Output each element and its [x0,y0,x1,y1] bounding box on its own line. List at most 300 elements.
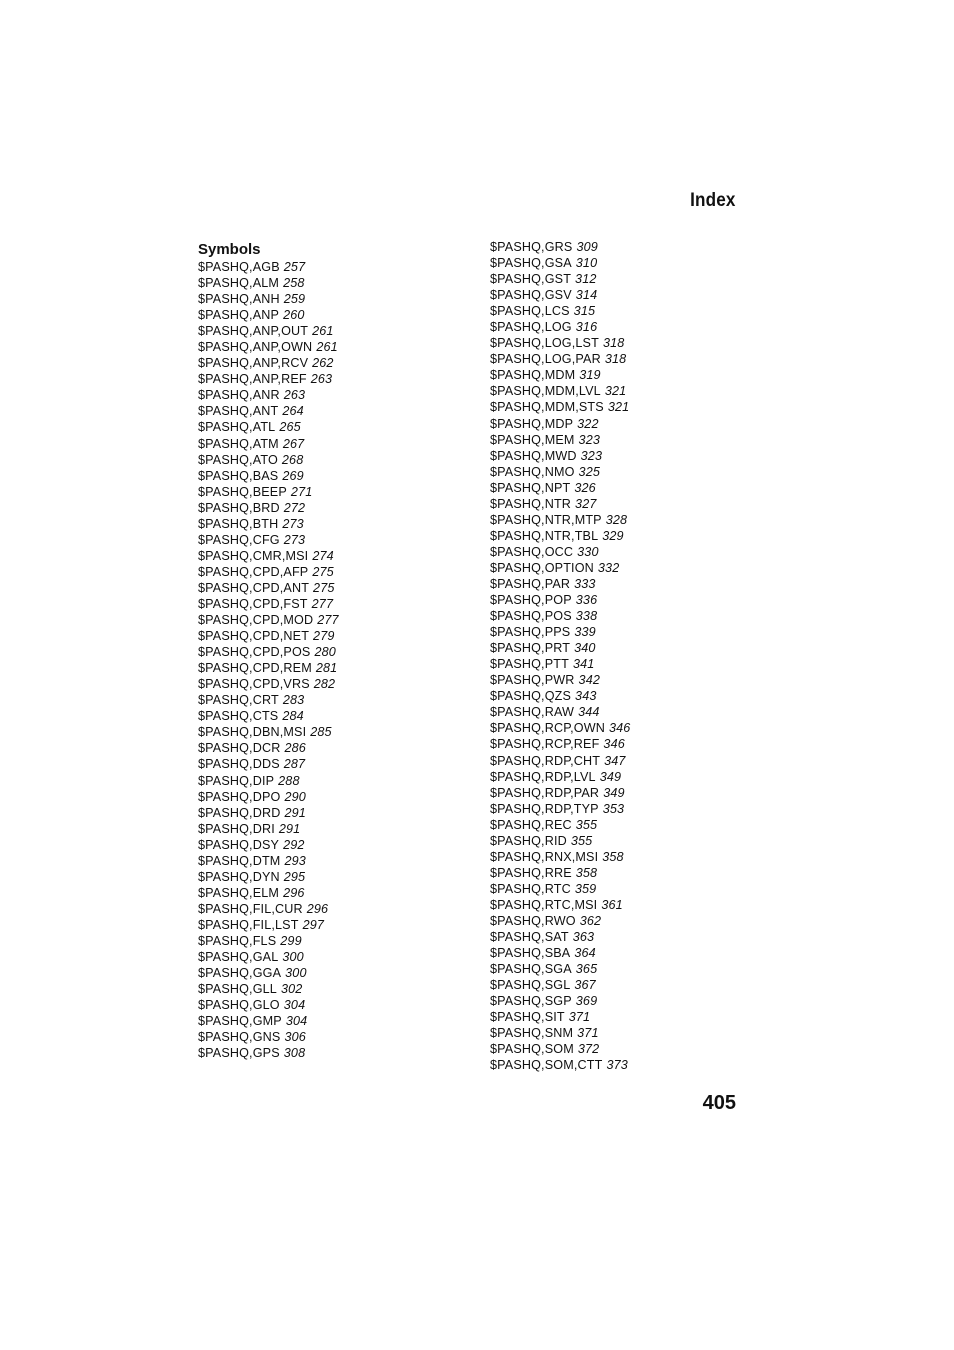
index-entry-term: $PASHQ,ATL [198,420,276,435]
index-entry-term: $PASHQ,GSV [490,288,572,303]
index-entry-page-ref: 327 [575,496,597,511]
index-entry-term: $PASHQ,ANP [198,308,280,323]
index-entry [490,801,630,817]
index-entry-term: $PASHQ,PAR [490,576,571,591]
index-entry-page-ref: 342 [578,673,601,688]
index-entry-page-ref: 336 [575,593,598,608]
index-entry-term: $PASHQ,LCS [490,304,570,319]
index-entry-page-ref: 309 [576,240,598,254]
index-entry-term: $PASHQ,SOM [490,1042,574,1057]
index-entry-term: $PASHQ,SNM [490,1026,574,1041]
index-entry-page-ref: 358 [575,865,598,880]
index-entry [198,1013,339,1029]
index-entry [490,560,630,576]
index-entry-term: $PASHQ,BAS [198,468,279,483]
index-entry-term: $PASHQ,CPD,ANT [198,580,310,595]
index-entry [198,516,339,532]
index-entry-page-ref: 260 [283,308,305,323]
index-entry-page-ref: 323 [580,448,603,463]
index-entry [490,1025,630,1041]
index-entry [198,949,339,965]
index-entry-page-ref: 347 [604,753,626,768]
index-entry-page-ref: 353 [602,801,625,816]
index-entry-page-ref: 355 [575,817,598,832]
index-entry-term: $PASHQ,RCP,OWN [490,721,605,736]
index-entry-page-ref: 274 [312,548,334,563]
index-entry [490,736,630,752]
index-entry [198,452,339,468]
index-entry-term: $PASHQ,MEM [490,432,575,447]
index-entry [198,532,339,548]
index-entry [490,432,630,448]
index-entry [490,688,630,704]
index-entry-term: $PASHQ,RID [490,833,567,848]
index-entry-page-ref: 373 [606,1058,628,1073]
index-entry [490,865,630,881]
index-entry-term: $PASHQ,RDP,CHT [490,753,601,768]
index-entry [490,929,630,945]
index-entry-page-ref: 328 [605,512,628,527]
index-entry-term: $PASHQ,NTR,TBL [490,528,599,543]
index-entry-page-ref: 290 [284,789,306,804]
index-entry [198,355,339,371]
index-entry-term: $PASHQ,DRI [198,821,275,836]
index-entry-term: $PASHQ,ANP,RCV [198,356,309,371]
index-entry-term: $PASHQ,CPD,VRS [198,677,310,692]
index-entry-term: $PASHQ,RDP,LVL [490,769,596,784]
index-entry-page-ref: 346 [609,721,631,736]
index-entry-page-ref: 330 [577,544,599,559]
index-entry-term: $PASHQ,MWD [490,448,577,463]
index-entry-page-ref: 306 [284,1030,306,1045]
index-entry-page-ref: 361 [601,897,623,912]
index-entry-term: $PASHQ,ANH [198,292,280,307]
index-entry-page-ref: 333 [574,576,596,591]
index-entry [198,468,339,484]
index-entry [198,275,339,291]
page-header-title: Index [690,190,736,211]
index-entry [198,724,339,740]
index-entry [198,933,339,949]
index-entry-page-ref: 285 [310,725,332,740]
index-entry-term: $PASHQ,POP [490,593,572,608]
index-entry-page-ref: 344 [578,705,600,720]
index-entry [490,255,630,271]
index-entry [198,339,339,355]
index-entry-term: $PASHQ,GPS [198,1046,280,1061]
index-entry-page-ref: 304 [285,1014,308,1029]
index-entry [490,945,630,961]
index-entry-page-ref: 293 [284,853,306,868]
index-entry [198,403,339,419]
index-entry-term: $PASHQ,SGL [490,978,571,993]
index-entry-term: $PASHQ,CTS [198,709,279,724]
index-entry-page-ref: 273 [283,532,306,547]
index-entry-page-ref: 267 [282,436,305,451]
index-entry-term: $PASHQ,DIP [198,773,275,788]
index-entry-page-ref: 340 [574,641,596,656]
index-entry [198,837,339,853]
index-entry-term: $PASHQ,RDP,PAR [490,785,600,800]
index-entry-term: $PASHQ,MDP [490,416,574,431]
index-entry [490,592,630,608]
index-entry [490,881,630,897]
index-entry-term: $PASHQ,DBN,MSI [198,725,307,740]
index-entry-page-ref: 349 [603,785,625,800]
index-entry-page-ref: 275 [312,564,334,579]
index-entry-page-ref: 280 [314,645,336,660]
index-entry-page-ref: 310 [575,256,598,271]
index-entry [198,628,339,644]
index-entry-term: $PASHQ,NPT [490,480,571,495]
index-entry-term: $PASHQ,LOG,LST [490,336,599,351]
index-entry-term: $PASHQ,ELM [198,885,280,900]
index-entry-term: $PASHQ,CFG [198,532,280,547]
index-entry-page-ref: 367 [574,978,596,993]
index-entry-page-ref: 322 [577,416,599,431]
index-entry [490,704,630,720]
index-entry [198,1029,339,1045]
index-entry-term: $PASHQ,DCR [198,741,281,756]
index-entry-page-ref: 316 [575,320,598,335]
index-entry-term: $PASHQ,SGP [490,994,572,1009]
index-entry-page-ref: 257 [283,260,306,274]
index-entry-term: $PASHQ,CPD,POS [198,645,311,660]
index-entry [198,773,339,789]
index-entry-term: $PASHQ,DPO [198,789,281,804]
index-entry-page-ref: 325 [578,464,601,479]
index-entry-term: $PASHQ,CPD,FST [198,596,308,611]
index-entry [198,484,339,500]
index-entry [490,769,630,785]
index-entry [198,756,339,772]
index-entry-term: $PASHQ,FIL,CUR [198,901,303,916]
index-entry-term: $PASHQ,BTH [198,516,279,531]
index-entry-page-ref: 318 [602,336,625,351]
index-entry [198,676,339,692]
index-entry [198,259,339,275]
index-entry-page-ref: 269 [282,468,304,483]
index-entry-term: $PASHQ,SIT [490,1010,565,1025]
index-entry-page-ref: 346 [603,737,625,752]
index-entry-page-ref: 365 [575,962,598,977]
index-entry-page-ref: 372 [577,1042,600,1057]
index-entry [490,640,630,656]
index-entry [198,644,339,660]
index-entry-page-ref: 329 [602,528,624,543]
section-heading-symbols: Symbols [198,241,261,258]
index-entry-page-ref: 264 [282,404,304,419]
index-entry-term: $PASHQ,POS [490,609,572,624]
index-entry [490,977,630,993]
index-entry-page-ref: 281 [315,661,338,676]
index-entry [490,817,630,833]
index-entry-term: $PASHQ,SGA [490,962,572,977]
index-entry-page-ref: 338 [575,609,598,624]
index-entry-page-ref: 362 [579,913,602,928]
index-entry [198,708,339,724]
index-entry-page-ref: 371 [568,1010,591,1025]
index-entry-term: $PASHQ,DRD [198,805,281,820]
index-entry [198,1045,339,1061]
index-entry [490,480,630,496]
index-entry-term: $PASHQ,MDM,LVL [490,384,601,399]
index-entry-term: $PASHQ,RCP,REF [490,737,600,752]
index-entry-page-ref: 261 [312,324,334,339]
index-entry [198,500,339,516]
index-entry-term: $PASHQ,PTT [490,657,569,672]
index-entry [490,335,630,351]
index-entry-term: $PASHQ,DSY [198,837,280,852]
index-entry-term: $PASHQ,FLS [198,933,277,948]
index-entry-page-ref: 259 [283,292,306,307]
index-entry-term: $PASHQ,GLL [198,982,277,997]
index-entry-page-ref: 319 [579,368,601,383]
index-entry-page-ref: 321 [604,384,627,399]
index-entry [490,544,630,560]
index-entry [490,383,630,399]
index-entry-term: $PASHQ,PRT [490,641,571,656]
index-entry-page-ref: 339 [574,625,596,640]
index-column-left [198,240,339,1061]
index-entry [198,323,339,339]
index-entry-page-ref: 265 [279,420,301,435]
index-entry-term: $PASHQ,ATO [198,452,278,467]
index-entry-page-ref: 300 [282,950,304,965]
index-entry-term: $PASHQ,RAW [490,705,575,720]
index-entry-term: $PASHQ,AGB [198,260,280,274]
index-entry [198,596,339,612]
index-entry-page-ref: 326 [574,480,596,495]
index-entry-page-ref: 364 [574,946,596,961]
index-entry-page-ref: 258 [283,276,305,291]
index-entry-list [198,259,339,1061]
index-entry [198,821,339,837]
index-entry-page-ref: 275 [313,580,335,595]
index-entry-page-ref: 272 [283,500,306,515]
index-entry [198,436,339,452]
index-entry-page-ref: 359 [574,881,597,896]
index-entry [490,1057,630,1073]
index-entry-page-ref: 282 [313,677,336,692]
index-entry [198,387,339,403]
index-entry-term: $PASHQ,PPS [490,625,571,640]
index-entry-term: $PASHQ,QZS [490,689,572,704]
index-entry [490,416,630,432]
index-entry [490,303,630,319]
index-entry [198,612,339,628]
index-entry-page-ref: 300 [285,966,307,981]
index-entry-page-ref: 291 [284,805,306,820]
index-entry-term: $PASHQ,GNS [198,1030,281,1045]
index-entry-page-ref: 287 [283,757,306,772]
index-entry-term: $PASHQ,CMR,MSI [198,548,309,563]
index-entry-page-ref: 296 [306,901,329,916]
index-entry-page-ref: 263 [283,388,306,403]
index-entry-term: $PASHQ,GSA [490,256,572,271]
index-entry-page-ref: 341 [572,657,595,672]
index-entry [198,564,339,580]
index-entry [490,239,630,255]
index-entry-term: $PASHQ,ANT [198,404,279,419]
index-entry [490,849,630,865]
index-entry-page-ref: 291 [278,821,301,836]
index-entry [198,981,339,997]
index-entry-page-ref: 323 [578,432,601,447]
index-entry-term: $PASHQ,RWO [490,913,576,928]
index-entry-term: $PASHQ,SOM,CTT [490,1058,603,1073]
index-entry-page-ref: 299 [280,933,302,948]
index-entry-term: $PASHQ,BRD [198,500,280,515]
index-entry [490,319,630,335]
index-entry [490,1009,630,1025]
index-entry-term: $PASHQ,GRS [490,240,573,254]
index-entry-term: $PASHQ,GLO [198,998,280,1013]
index-entry [490,993,630,1009]
index-entry-term: $PASHQ,LOG [490,320,572,335]
index-entry [490,656,630,672]
index-entry [490,464,630,480]
index-entry [198,965,339,981]
index-entry-term: $PASHQ,RDP,TYP [490,801,599,816]
index-entry-term: $PASHQ,GGA [198,966,282,981]
index-entry-page-ref: 349 [599,769,622,784]
index-entry [198,917,339,933]
index-entry [198,548,339,564]
index-entry-term: $PASHQ,OPTION [490,560,594,575]
index-entry-term: $PASHQ,RNX,MSI [490,849,599,864]
index-entry-term: $PASHQ,MDM,STS [490,400,604,415]
index-entry [198,901,339,917]
index-entry-page-ref: 355 [570,833,593,848]
index-entry [198,789,339,805]
index-entry [490,448,630,464]
index-entry [490,367,630,383]
index-entry-term: $PASHQ,ATM [198,436,279,451]
index-entry-page-ref: 308 [283,1046,306,1061]
index-entry-term: $PASHQ,ANP,OUT [198,324,309,339]
index-entry-page-ref: 268 [281,452,304,467]
index-entry-term: $PASHQ,GAL [198,950,279,965]
index-entry-page-ref: 283 [282,693,305,708]
index-entry [198,580,339,596]
index-entry-page-ref: 332 [597,560,620,575]
index-entry [490,528,630,544]
index-entry [198,740,339,756]
index-entry [490,624,630,640]
page-number: 405 [702,1092,736,1114]
index-entry-page-ref: 286 [284,741,306,756]
index-entry [198,692,339,708]
index-entry-page-ref: 295 [283,869,306,884]
index-entry-page-ref: 273 [282,516,304,531]
index-entry [490,287,630,303]
index-entry-page-ref: 262 [312,356,334,371]
index-entry-term: $PASHQ,ANP,OWN [198,340,313,355]
index-entry [198,291,339,307]
index-entry-term: $PASHQ,CRT [198,693,279,708]
index-entry-term: $PASHQ,ANP,REF [198,372,307,387]
index-entry-term: $PASHQ,NMO [490,464,575,479]
index-entry-term: $PASHQ,ALM [198,276,280,291]
index-entry-page-ref: 263 [310,372,333,387]
index-entry [198,869,339,885]
index-entry-page-ref: 318 [604,352,627,367]
index-entry-page-ref: 292 [283,837,305,852]
index-entry-term: $PASHQ,LOG,PAR [490,352,601,367]
index-entry-term: $PASHQ,CPD,MOD [198,613,314,628]
index-entry-page-ref: 369 [575,994,598,1009]
index-entry-term: $PASHQ,SAT [490,930,569,945]
index-entry-page-ref: 363 [572,930,595,945]
index-entry-term: $PASHQ,NTR [490,496,572,511]
index-entry-page-ref: 277 [311,596,334,611]
index-entry-page-ref: 302 [280,982,303,997]
index-entry-page-ref: 277 [317,613,339,628]
index-entry-page-ref: 321 [607,400,630,415]
index-entry [490,897,630,913]
index-entry [198,419,339,435]
index-entry-term: $PASHQ,PWR [490,673,575,688]
index-entry-page-ref: 358 [602,849,624,864]
index-entry-term: $PASHQ,RRE [490,865,572,880]
index-entry-page-ref: 288 [278,773,300,788]
index-entry [198,997,339,1013]
index-entry-term: $PASHQ,DTM [198,853,281,868]
index-entry-page-ref: 343 [575,689,597,704]
index-entry-term: $PASHQ,REC [490,817,572,832]
index-entry-page-ref: 314 [575,288,598,303]
index-entry-term: $PASHQ,CPD,NET [198,629,310,644]
index-entry [490,608,630,624]
index-entry-page-ref: 371 [577,1026,599,1041]
index-entry [490,913,630,929]
index-entry-term: $PASHQ,SBA [490,946,571,961]
index-entry [490,720,630,736]
index-entry [490,576,630,592]
index-entry-term: $PASHQ,GMP [198,1014,282,1029]
index-entry-page-ref: 312 [575,272,597,287]
index-entry-term: $PASHQ,DDS [198,757,280,772]
index-entry [490,753,630,769]
index-entry-term: $PASHQ,BEEP [198,484,287,499]
index-entry-term: $PASHQ,RTC [490,881,571,896]
index-entry [490,833,630,849]
index-entry [490,496,630,512]
index-entry-term: $PASHQ,DYN [198,869,280,884]
index-entry-term: $PASHQ,RTC,MSI [490,897,598,912]
index-column-right [490,239,630,1073]
index-entry [198,805,339,821]
index-entry [490,351,630,367]
index-entry-term: $PASHQ,FIL,LST [198,917,299,932]
index-entry [198,853,339,869]
index-entry-term: $PASHQ,CPD,AFP [198,564,309,579]
index-entry-list [490,239,630,1073]
index-entry-page-ref: 271 [290,484,313,499]
index-entry-term: $PASHQ,NTR,MTP [490,512,602,527]
index-entry-page-ref: 284 [282,709,304,724]
index-entry-term: $PASHQ,ANR [198,388,280,403]
index-entry-term: $PASHQ,MDM [490,368,576,383]
index-entry-page-ref: 297 [302,917,325,932]
index-entry-page-ref: 261 [316,340,338,355]
index-entry-page-ref: 315 [573,304,596,319]
index-entry-page-ref: 279 [313,629,335,644]
index-entry [490,512,630,528]
index-entry-term: $PASHQ,CPD,REM [198,661,312,676]
index-entry [490,672,630,688]
